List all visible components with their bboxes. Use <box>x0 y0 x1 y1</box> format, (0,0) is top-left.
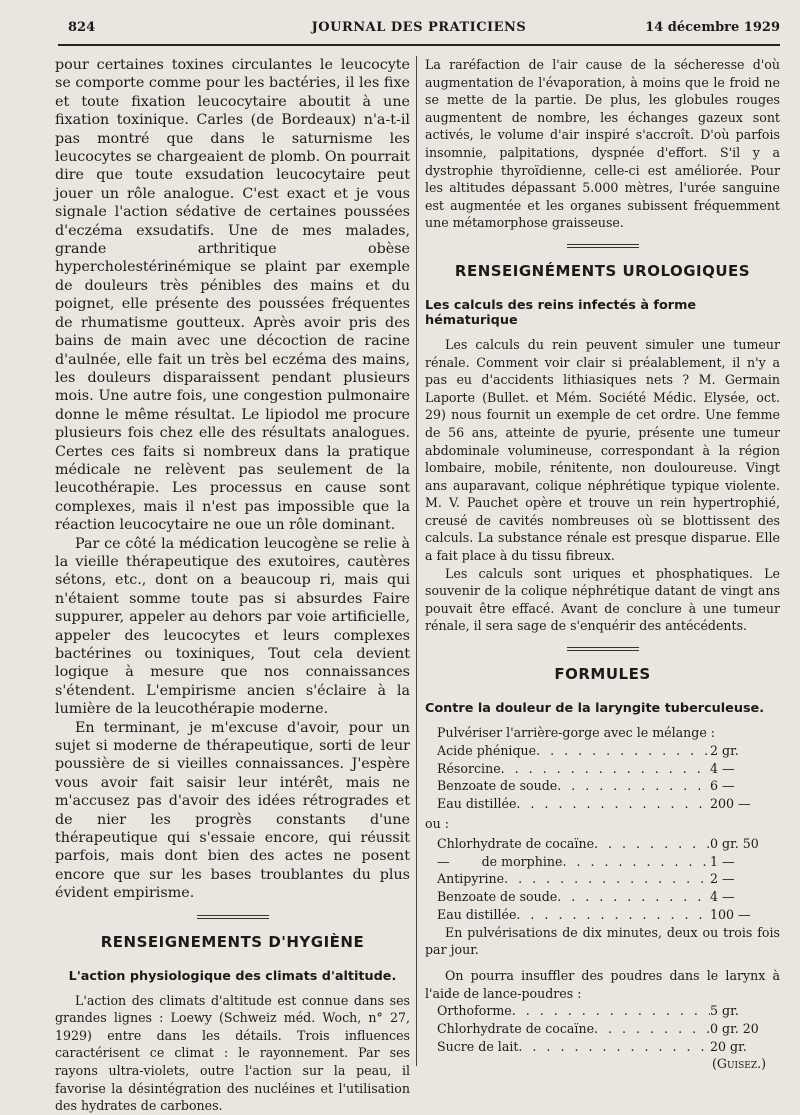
recipe-row: Eau distillée . . . 100 — <box>437 906 780 924</box>
recipe-list-1 <box>425 742 780 813</box>
formulas-subtitle: Contre la douleur de la laryngite tuberculeuse. <box>425 701 765 717</box>
hygiene-section-title: RENSEIGNEMENTS D'HYGIÈNE <box>100 932 365 951</box>
journal-title: JOURNAL DES PRATICIENS <box>311 20 527 35</box>
recipe-row: Sucre de lait . . . 20 gr. <box>437 1038 780 1056</box>
urology-section-title: RENSEIGNÉMENTS UROLOGIQUES <box>454 261 751 280</box>
formula-instructions: En pulvérisations de dix minutes, deux ou trois fois par jour. <box>425 924 780 958</box>
author-signature: (Guisez.) <box>711 1055 766 1071</box>
article-paragraph: Par ce côté la médication leucogène se relie à la vieille thérapeutique des exutoires, cautères sétons, etc., dont on a beaucoup ri, mais qui n'étaient somme toute pas si absurdes Faire suppurer, appeler au dehors par voie artificielle, appeler des leucocytes et leurs complexes bactérines ou toxiniques, Tout cela devient logique à mesure que nos connaissances s'étendent. L'empirisme ancien s'éclaire à la lumière de la leucothérapie moderne. <box>55 535 410 718</box>
recipe-row: Benzoate de soude . . . 6 — <box>437 777 780 795</box>
column-divider <box>416 56 417 1066</box>
hygiene-paragraph: L'action des climats d'altitude est connue dans ses grandes lignes : Loewy (Schweiz méd. Woch, n° 27, 1929) entre dans les détails. Trois influences caractérisent ce climat : le rayonnement. Par ses rayons ultra-violets, outre l'action sur la peau, il favorise la désintégration des nucléines et l'utilisation des hydrates de carbones. <box>55 992 410 1114</box>
urology-paragraph: Les calculs du rein peuvent simuler une tumeur rénale. Comment voir clair si préalablement, il n'y a pas eu d'accidents lithiasiques nets ? M. Germain Laporte (Bullet. et Mém. Société Médic. Elysée, oct. 29) nous fournit un exemple de cet ordre. Une femme de 56 ans, atteinte de pyurie, présente une tumeur abdominale volumineuse, correspondant à la région lombaire, mobile, rénitente, non douloureuse. Vingt ans auparavant, colique néphrétique typique violente. M. V. Pauchet opère et trouve un rein hypertrophié, creusé de cavités nombreuses où se blottissent des calculs. La substance rénale est presque disparue. Elle a fait place à du tissu fibreux. <box>425 336 780 564</box>
recipe-row: Antipyrine . . . 2 — <box>437 870 780 888</box>
page-number: 824 <box>68 20 96 35</box>
left-column <box>55 56 410 1115</box>
article-paragraph: En terminant, je m'excuse d'avoir, pour un sujet si moderne de thérapeutique, sorti de leur poussière de si vieilles connaissances. J'espère vous avoir fait saisir leur intérêt, mais ne m'accusez pas d'avoir des idées rétrogrades et de nier les progrès constants d'une thérapeutique qui s'essaie encore, qui réussit parfois, mais dont bien des actes ne posent encore que sur les bases troublantes du plus évident empirisme. <box>55 719 410 902</box>
recipe-row: Chlorhydrate de cocaïne . . . 0 gr. 50 <box>437 835 780 853</box>
section-separator <box>567 244 639 248</box>
issue-date: 14 décembre 1929 <box>645 20 780 35</box>
recipe-row: Résorcine . . . 4 — <box>437 760 780 778</box>
recipe-row: Eau distillée . . . 200 — <box>437 795 780 813</box>
formulas-section-title: FORMULES <box>554 665 651 684</box>
powder-intro: On pourra insuffler des poudres dans le larynx à l'aide de lance-poudres : <box>425 967 780 1001</box>
page-header <box>58 14 780 46</box>
recipe-list-2 <box>425 835 780 924</box>
article-paragraph: pour certaines toxines circulantes le leucocyte se comporte comme pour les bactéries, il les fixe et toute fixation leucocytaire aboutit à une fixation toxinique. Carles (de Bordeaux) n'a-t-il pas montré que dans le saturnisme les leucocytes se chargeaient de plomb. On pourrait dire que toute exsudation leucocytaire peut jouer un rôle analogue. C'est exact et je vous signale l'action sédative de certaines poussées d'eczéma exsudatifs. Une de mes malades, grande arthritique obèse hypercholestérinémique se plaint par exemple de douleurs très pénibles des mains et du poignet, elle présente des poussées fréquentes de rhumatisme goutteux. Après avoir pris des bains de main avec une décoction de racine d'aulnée, elle fait un très bel eczéma des mains, les douleurs disparaissent pendant plusieurs mois. Une autre fois, une congestion pulmonaire donne le même résultat. Le lipiodol me procure plusieurs fois chez elle des résultats analogues. Certes ces faits si nombreux dans la pratique médicale ne relèvent pas seulement de la leucothérapie. Les processus en cause sont complexes, mais il n'est pas impossible que la réaction leucocytaire ne oue un rôle dominant. <box>55 57 410 534</box>
section-separator <box>197 915 269 919</box>
recipe-row: Acide phénique . . . 2 gr. <box>437 742 780 760</box>
recipe-row: Orthoforme . . . 5 gr. <box>437 1002 780 1020</box>
alternative-label: ou : <box>425 816 449 832</box>
recipe-row: — de morphine . . . 1 — <box>437 853 780 871</box>
urology-subtitle: Les calculs des reins infectés à forme hématurique <box>425 297 697 328</box>
right-column <box>425 56 780 1071</box>
hygiene-subtitle: L'action physiologique des climats d'altitude. <box>68 968 397 984</box>
recipe-list-3 <box>425 1002 780 1055</box>
urology-paragraph: Les calculs sont uriques et phosphatiques. Le souvenir de la colique néphrétique datant de vingt ans pouvait être effacé. Avant de conclure à une tumeur rénale, il sera sage de s'enquérir des antécédents. <box>425 565 780 634</box>
hygiene-continuation: La raréfaction de l'air cause de la sécheresse d'où augmentation de l'évaporation, à moins que le froid ne se mette de la partie. De plus, les globules rouges augmentent de nombre, les échanges gazeux sont activés, le volume d'air inspiré s'accroît. D'où parfois insomnie, palpitations, dyspnée d'effort. S'il y a dystrophie thyroïdienne, celle-ci est améliorée. Pour les altitudes dépassant 5.000 mètres, l'urée sanguine est augmentée et les organes subissent fréquemment une métamorphose graisseuse. <box>425 57 780 231</box>
section-separator <box>567 647 639 651</box>
recipe-row: Chlorhydrate de cocaïne . . . 0 gr. 20 <box>437 1020 780 1038</box>
recipe-row: Benzoate de soude . . . 4 — <box>437 888 780 906</box>
formula-intro: Pulvériser l'arrière-gorge avec le mélange : <box>437 725 716 741</box>
